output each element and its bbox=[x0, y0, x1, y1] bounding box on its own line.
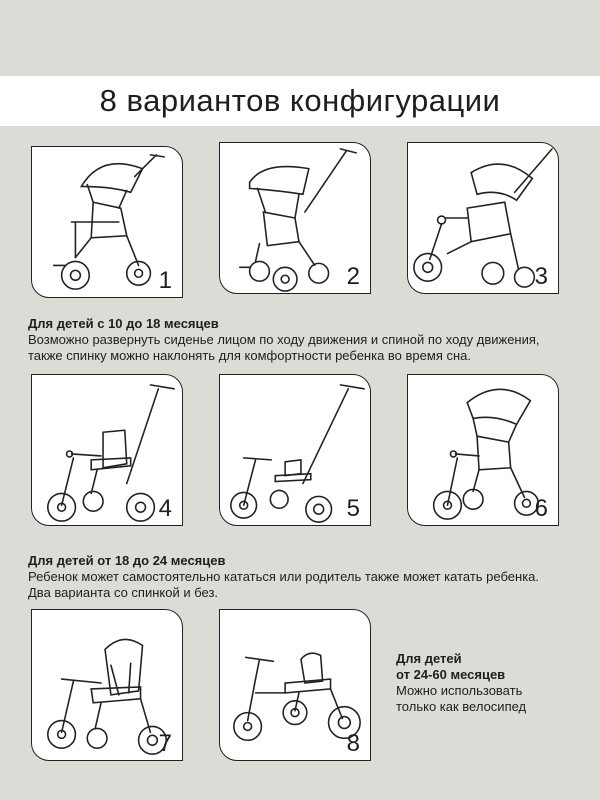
page-title: 8 вариантов конфигурации bbox=[99, 83, 501, 118]
section-text: также спинку можно наклонять для комфортности ребенка во время сна. bbox=[28, 348, 471, 363]
card-number: 2 bbox=[346, 263, 360, 290]
section-text: Возможно развернуть сиденье лицом по ходу движения и спиной по ходу движения, bbox=[28, 332, 540, 347]
config-card-7 bbox=[31, 609, 183, 761]
section-24-60-months bbox=[396, 651, 576, 715]
card-number: 4 bbox=[158, 495, 172, 522]
section-heading: Для детей с 10 до 18 месяцев bbox=[28, 316, 219, 331]
card-number: 3 bbox=[534, 263, 548, 290]
card-number: 8 bbox=[346, 730, 360, 757]
section-text: только как велосипед bbox=[396, 699, 527, 714]
config-card-4 bbox=[31, 374, 183, 526]
section-text: Два варианта со спинкой и без. bbox=[28, 585, 219, 600]
section-heading: Для детей от 18 до 24 месяцев bbox=[28, 553, 226, 568]
card-number: 1 bbox=[158, 267, 172, 294]
section-18-24-months bbox=[28, 553, 588, 601]
config-card-6 bbox=[407, 374, 559, 526]
section-heading: от 24-60 месяцев bbox=[396, 667, 506, 682]
config-card-5 bbox=[219, 374, 371, 526]
section-text: Ребенок может самостоятельно кататься или родитель также может катать ребенка. bbox=[28, 569, 540, 584]
card-number: 6 bbox=[534, 495, 548, 522]
section-heading: Для детей bbox=[396, 651, 462, 666]
section-text: Можно использовать bbox=[396, 683, 523, 698]
card-number: 5 bbox=[346, 495, 360, 522]
config-card-3 bbox=[407, 142, 559, 294]
card-number: 7 bbox=[158, 730, 172, 757]
config-card-2 bbox=[219, 142, 371, 294]
config-card-1 bbox=[31, 146, 183, 298]
title-banner bbox=[0, 76, 600, 126]
section-10-18-months bbox=[28, 316, 588, 364]
config-card-8 bbox=[219, 609, 371, 761]
